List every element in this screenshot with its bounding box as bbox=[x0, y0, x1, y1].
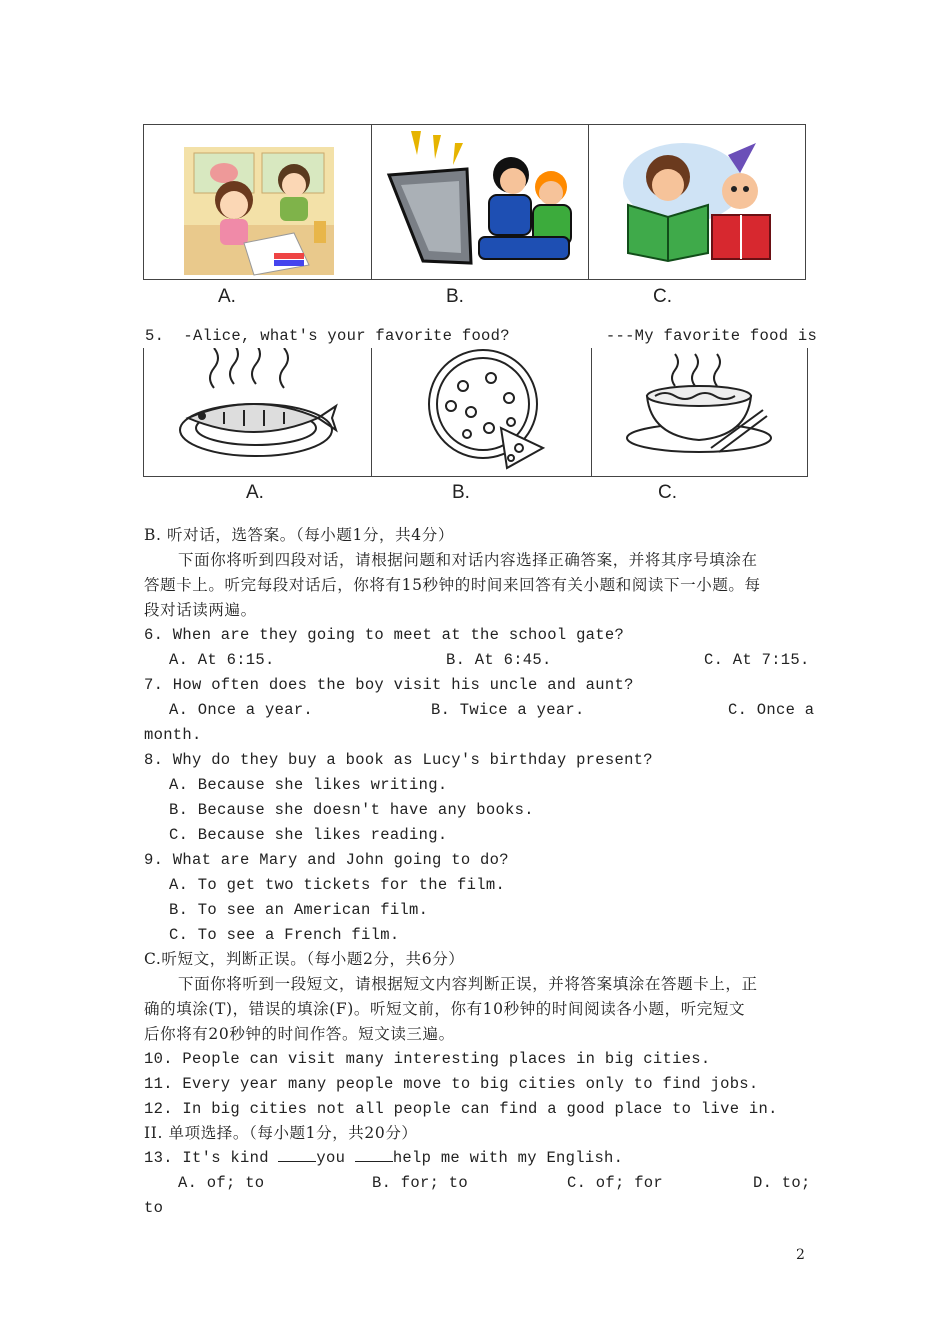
q12-statement: 12. In big cities not all people can find a good place to live in. bbox=[144, 1100, 778, 1118]
computer-boys-icon bbox=[371, 125, 588, 279]
q10-statement: 10. People can visit many interesting places in big cities. bbox=[144, 1050, 711, 1068]
q7-option-a: A. Once a year. bbox=[169, 701, 314, 719]
q7-option-b: B. Twice a year. bbox=[431, 701, 585, 719]
children-drawing-icon bbox=[144, 125, 371, 279]
page-number: 2 bbox=[796, 1247, 805, 1263]
q5-image-row bbox=[143, 348, 808, 477]
q4-option-c-label: C. bbox=[653, 286, 672, 307]
q13-option-d-continued: to bbox=[144, 1199, 164, 1217]
q13-option-c: C. of; for bbox=[567, 1174, 664, 1192]
q4-option-c-image bbox=[588, 125, 805, 279]
q13-option-d: D. to; bbox=[753, 1174, 811, 1192]
q8-option-b: B. Because she doesn't have any books. bbox=[169, 801, 534, 819]
kids-reading-icon bbox=[588, 125, 805, 279]
q13-option-b: B. for; to bbox=[372, 1174, 469, 1192]
q4-image-row bbox=[143, 124, 806, 280]
q6-stem: 6. When are they going to meet at the school gate? bbox=[144, 626, 625, 644]
q9-option-b: B. To see an American film. bbox=[169, 901, 429, 919]
q8-option-a: A. Because she likes writing. bbox=[169, 776, 448, 794]
q7-option-c-continued: month. bbox=[144, 726, 202, 744]
section-c-instruction-3: 后你将有20秒钟的时间作答。短文读三遍。 bbox=[144, 1025, 455, 1043]
q4-option-b-image bbox=[371, 125, 589, 279]
section-b-instruction-3: 段对话读两遍。 bbox=[144, 601, 257, 619]
section-b-instruction-1: 下面你将听到四段对话，请根据问题和对话内容选择正确答案，并将其序号填涂在 bbox=[178, 551, 758, 569]
q9-stem: 9. What are Mary and John going to do? bbox=[144, 851, 509, 869]
q5-option-b-image bbox=[371, 348, 592, 476]
q4-option-a-label: A. bbox=[218, 286, 236, 307]
q11-statement: 11. Every year many people move to big cities only to find jobs. bbox=[144, 1075, 759, 1093]
q7-option-c: C. Once a bbox=[728, 701, 815, 719]
q9-option-c: C. To see a French film. bbox=[169, 926, 400, 944]
q4-option-a-image bbox=[144, 125, 372, 279]
section-c-heading: C.听短文，判断正误。（每小题2分，共6分） bbox=[144, 950, 465, 968]
q8-stem: 8. Why do they buy a book as Lucy's birthday present? bbox=[144, 751, 653, 769]
q4-option-b-label: B. bbox=[446, 286, 464, 307]
section-b-instruction-2: 答题卡上。听完每段对话后，你将有15秒钟的时间来回答有关小题和阅读下一小题。每 bbox=[144, 576, 761, 594]
q6-option-c: C. At 7:15. bbox=[704, 651, 810, 669]
q7-stem: 7. How often does the boy visit his uncle and aunt? bbox=[144, 676, 634, 694]
q5-option-c-label: C. bbox=[658, 482, 677, 503]
q13-stem bbox=[144, 1147, 623, 1169]
section-2-heading: II. 单项选择。（每小题1分，共20分） bbox=[144, 1124, 418, 1142]
pizza-icon bbox=[371, 348, 591, 476]
q5-option-a-image bbox=[144, 348, 372, 476]
q6-option-b: B. At 6:45. bbox=[446, 651, 552, 669]
q5-prompt: 5. -Alice, what's your favorite food? ---My favorite food is bbox=[145, 327, 818, 345]
q9-option-a: A. To get two tickets for the film. bbox=[169, 876, 506, 894]
q13-stem-part-2: you bbox=[316, 1149, 355, 1167]
q13-stem-part-1: 13. It's kind bbox=[144, 1149, 279, 1167]
section-c-instruction-1: 下面你将听到一段短文，请根据短文内容判断正误，并将答案填涂在答题卡上，正 bbox=[178, 975, 758, 993]
section-c-instruction-2: 确的填涂(T)，错误的填涂(F)。听短文前，你有10秒钟的时间阅读各小题，听完短文 bbox=[144, 1000, 746, 1018]
fish-plate-icon bbox=[144, 348, 371, 476]
q13-blank-1 bbox=[278, 1147, 316, 1162]
q5-option-b-label: B. bbox=[452, 482, 470, 503]
q13-option-a: A. of; to bbox=[178, 1174, 265, 1192]
q13-stem-part-3: help me with my English. bbox=[392, 1149, 624, 1167]
section-b-heading: B. 听对话，选答案。（每小题1分，共4分） bbox=[144, 526, 454, 544]
noodle-bowl-icon bbox=[591, 348, 807, 476]
q8-option-c: C. Because she likes reading. bbox=[169, 826, 448, 844]
q5-option-c-image bbox=[591, 348, 807, 476]
q13-blank-2 bbox=[355, 1147, 393, 1162]
q6-option-a: A. At 6:15. bbox=[169, 651, 275, 669]
q5-option-a-label: A. bbox=[246, 482, 264, 503]
